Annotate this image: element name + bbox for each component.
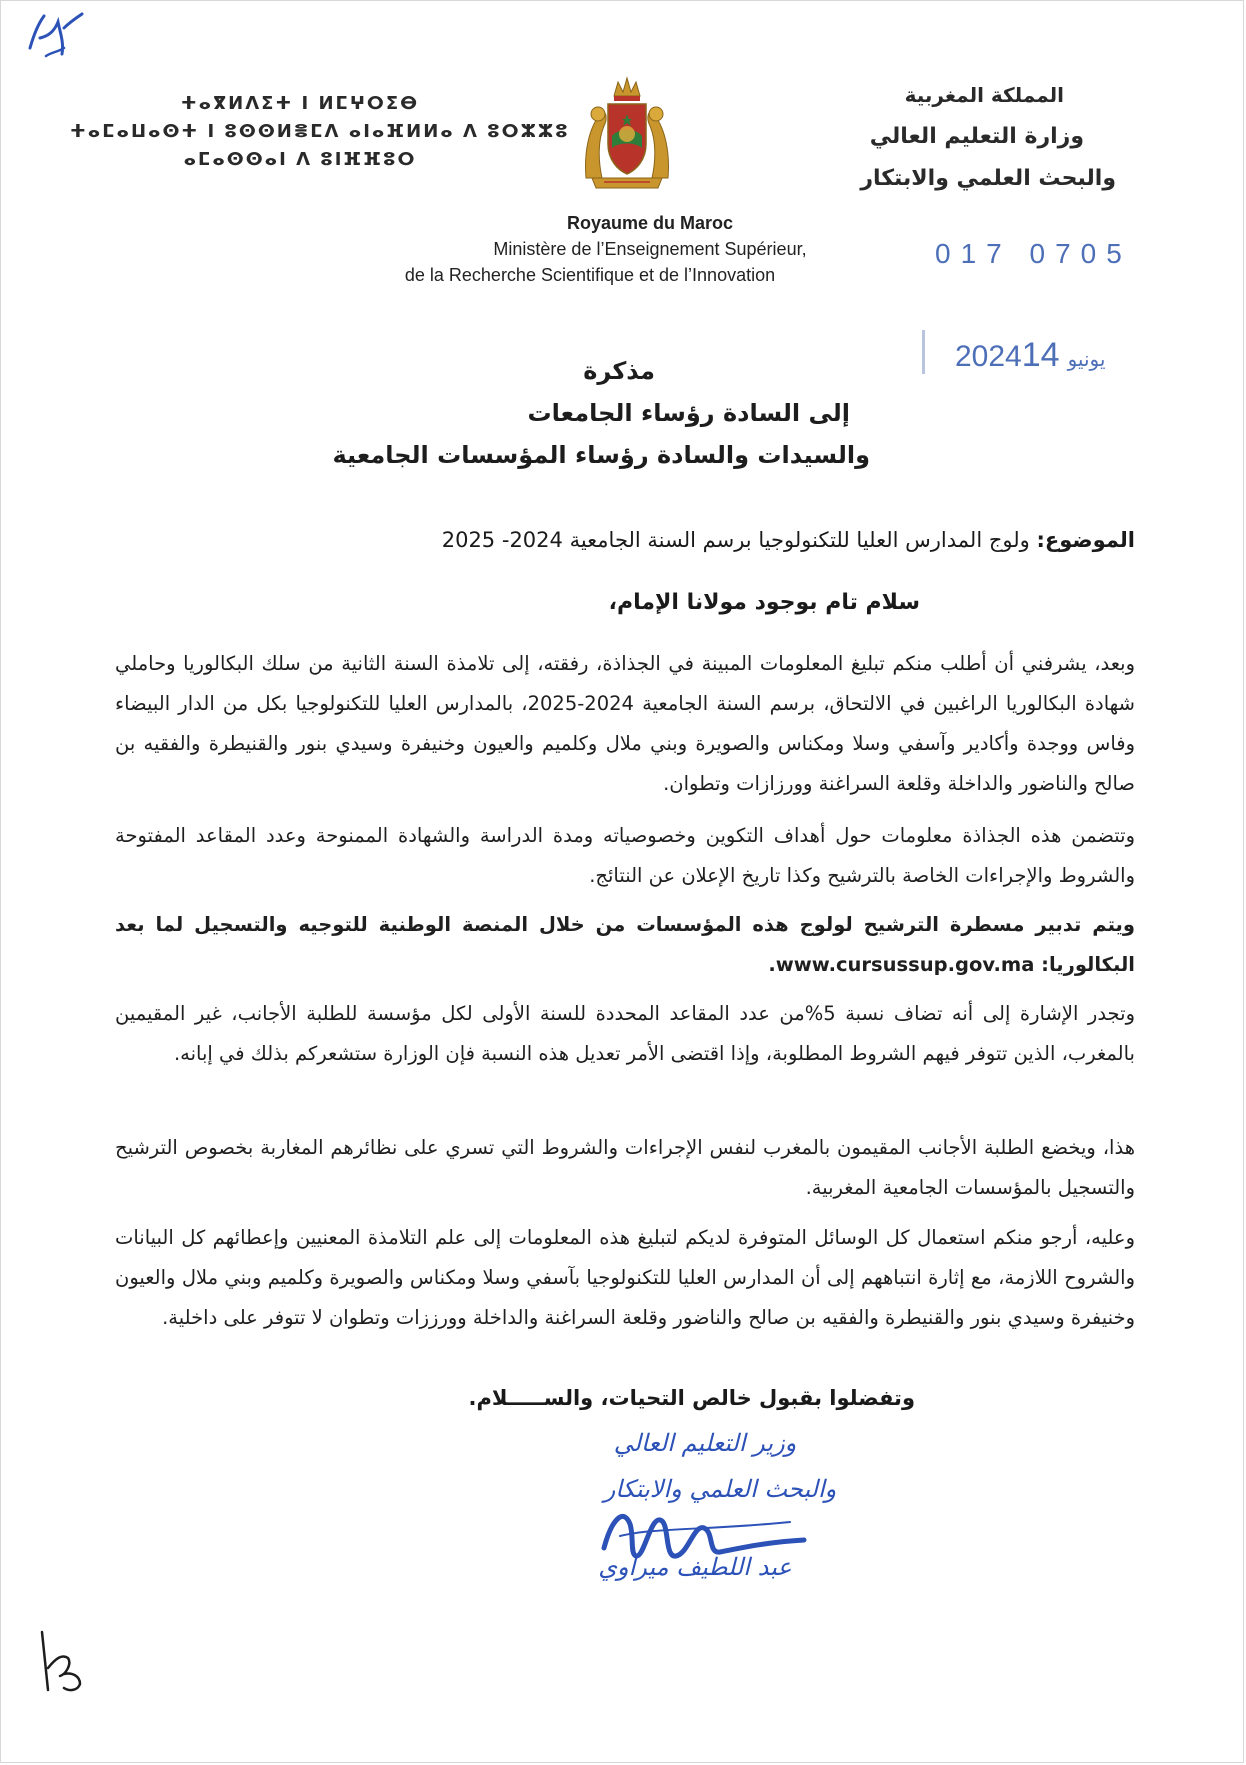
memo-recipients-line2: والسيدات والسادة رؤساء المؤسسات الجامعية	[332, 441, 870, 469]
signature-name: عبد اللطيف ميراوي	[598, 1553, 792, 1581]
handwritten-signature	[590, 1478, 820, 1578]
tifinagh-line2: ⵜⴰⵎⴰⵡⴰⵙⵜ ⵏ ⵓⵙⵙⵍⴻⵎⴷ ⴰⵏⴰⴼⵍⵍⴰ ⴷ ⵓⵔⵣⵣⵓ	[70, 121, 570, 142]
tifinagh-header	[70, 90, 570, 174]
paragraph-4: وتجدر الإشارة إلى أنه تضاف نسبة 5%من عدد المقاعد المحددة للسنة الأولى لكل مؤسسة للطلبة الأجانب، غير المقيمين بالمغرب، الذين تتوفر فيهم الشروط المطلوبة، وإذا اقتضى الأمر تعديل هذه النسبة فإن الوزارة ستشعركم بذلك في إبانه.	[115, 1002, 1135, 1065]
date-year: 2024	[955, 340, 1022, 373]
memo-recipients-line1: إلى السادة رؤساء الجامعات	[527, 399, 850, 427]
paragraph-2: وتتضمن هذه الجذاذة معلومات حول أهداف التكوين وخصوصياته ومدة الدراسة والشهادة الممنوحة وعدد المقاعد المفتوحة والشروط والإجراءات الخاصة بالترشيح وكذا تاريخ الإعلان عن النتائج.	[115, 824, 1135, 887]
ministry-french-line2: de la Recherche Scientifique et de l’Innovation	[404, 265, 776, 285]
tifinagh-line1: ⵜⴰⴳⵍⴷⵉⵜ ⵏ ⵍⵎⵖⵔⵉⴱ	[180, 93, 420, 114]
reference-stamp: 017 0705	[935, 238, 1132, 269]
date-month: يونيو	[1067, 349, 1106, 371]
ministry-arabic-line1: وزارة التعليم العالي	[869, 124, 1084, 149]
paragraph-3: ويتم تدبير مسطرة الترشيح لولوج هذه المؤسسات من خلال المنصة الوطنية للتوجيه والتسجيل لما بعد البكالوريا: www.cursussup.gov.ma.	[115, 913, 1135, 976]
french-header	[400, 210, 900, 288]
date-stamp	[955, 336, 1155, 375]
subject-line	[370, 522, 1135, 558]
royal-emblem-icon	[578, 74, 676, 192]
tifinagh-line3: ⴰⵎⴰⵙⵙⴰⵏ ⴷ ⵓⵏⴼⴼⵓⵔ	[183, 149, 417, 170]
paragraph-5: هذا، ويخضع الطلبة الأجانب المقيمون بالمغرب لنفس الإجراءات والشروط التي تسري على نظائرهم المغاربة بخصوص الترشيح والتسجيل بالمؤسسات الجامعية المغربية.	[115, 1136, 1135, 1199]
kingdom-french: Royaume du Maroc	[566, 213, 734, 233]
memo-heading	[300, 350, 870, 476]
signature-title-line1: وزير التعليم العالي	[613, 1429, 797, 1457]
signature-title-line2: والبحث العلمي والابتكار	[603, 1475, 837, 1503]
stamp-margin-mark	[922, 330, 925, 374]
date-day: 14	[1021, 336, 1060, 374]
closing-line: وتفضلوا بقبول خالص التحيات، والســـــلام.	[468, 1386, 915, 1410]
paragraph-6: وعليه، أرجو منكم استعمال كل الوسائل المتوفرة لديكم لتبليغ هذه المعلومات إلى علم التلامذة المعنيين وإعطائهم كل البيانات والشروح اللازمة، مع إثارة انتباههم إلى أن المدارس العليا للتكنولوجيا بآسفي وسلا ومكناس والصويرة وكلميم وبني ملال والعيون وخنيفرة وسيدي بنور والقنيطرة والفقيه بن صالح والناضور وقلعة السراغنة والداخلة وورززات وتطوان لا تتوفر على داخلية.	[115, 1226, 1135, 1329]
greeting: سلام تام بوجود مولانا الإمام،	[608, 590, 920, 615]
handwritten-initials-bottom	[34, 1628, 94, 1700]
paragraph-1: وبعد، يشرفني أن أطلب منكم تبليغ المعلومات المبينة في الجذاذة، رفقته، إلى تلامذة السنة الثانية من سلك البكالوريا وحاملي شهادة البكالوريا الراغبين في الالتحاق، برسم السنة الجامعية 2024-2025، بالمدارس العليا للتكنولوجيا بكل من الدار البيضاء وفاس ووجدة وأكادير وآسفي وسلا ومكناس والصويرة وبني ملال وكلميم والعيون وخنيفرة وسيدي بنور والقنيطرة والفقيه بن صالح والناضور والداخلة وقلعة السراغنة وورزازات وتطوان.	[115, 652, 1135, 795]
handwritten-initials-top	[24, 8, 88, 64]
subject-label: الموضوع:	[1036, 528, 1135, 552]
kingdom-arabic: المملكة المغربية	[904, 83, 1064, 107]
arabic-header	[796, 74, 1116, 200]
subject-text: ولوج المدارس العليا للتكنولوجيا برسم السنة الجامعية 2024- 2025	[441, 528, 1037, 552]
memo-title: مذكرة	[583, 357, 655, 385]
ministry-arabic-line2: والبحث العلمي والابتكار	[860, 166, 1116, 191]
ministry-french-line1: Ministère de l’Enseignement Supérieur,	[493, 239, 807, 259]
